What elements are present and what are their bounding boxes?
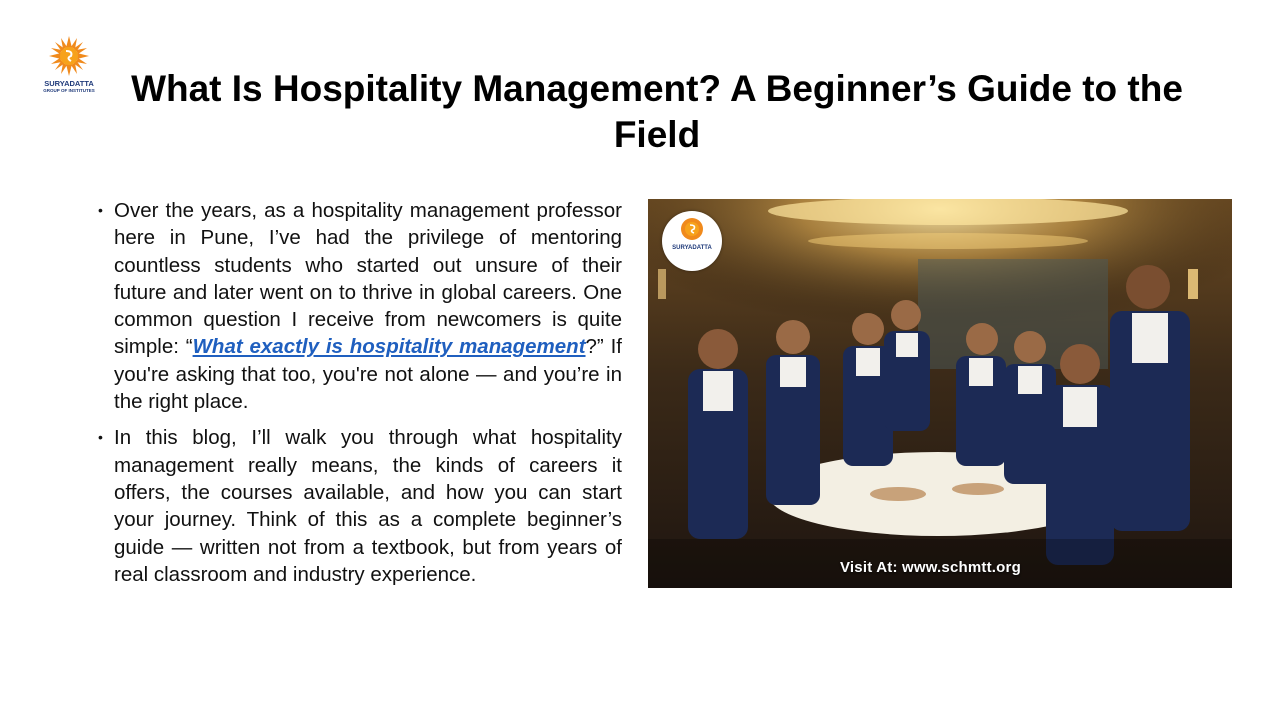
restaurant-scene-image <box>648 199 1232 588</box>
badge-logo <box>662 211 722 271</box>
badge-name: SURYADATTA <box>672 245 712 251</box>
sun-emblem-icon <box>36 34 102 80</box>
paragraph-text: ?” If you're asking that too, you're not alone — and you’re in the right place. <box>114 335 622 414</box>
page-title: What Is Hospitality Management? A Beginner’s Guide to the Field <box>131 68 1183 155</box>
visit-website-caption: Visit At: www.schmtt.org <box>840 559 1021 576</box>
logo-name: SURYADATTA <box>44 79 94 88</box>
logo-tagline: GROUP OF INSTITUTES <box>43 88 95 93</box>
bullet-icon: • <box>98 202 103 218</box>
paragraph-text: Over the years, as a hospitality management professor here in Pune, I’ve had the privilege of mentoring countless students who started out unsure of their future and later went on to thrive in global careers. One common question I receive from newcomers is quite simple: “ <box>114 199 622 359</box>
paragraph-text: In this blog, I’ll walk you through what hospitality management really means, the kinds of careers it offers, the courses available, and how you can start your journey. Think of this as a complete beginner’s guide — written not from a textbook, but from years of real classroom and industry experience. <box>114 426 622 586</box>
body-text <box>96 197 622 597</box>
bullet-icon: • <box>98 429 103 446</box>
list-item <box>96 424 622 588</box>
hospitality-management-link[interactable]: What exactly is hospitality management <box>192 335 586 359</box>
hospitality-staff-photo <box>648 199 1232 588</box>
list-item <box>96 197 622 415</box>
brand-logo <box>36 34 102 96</box>
